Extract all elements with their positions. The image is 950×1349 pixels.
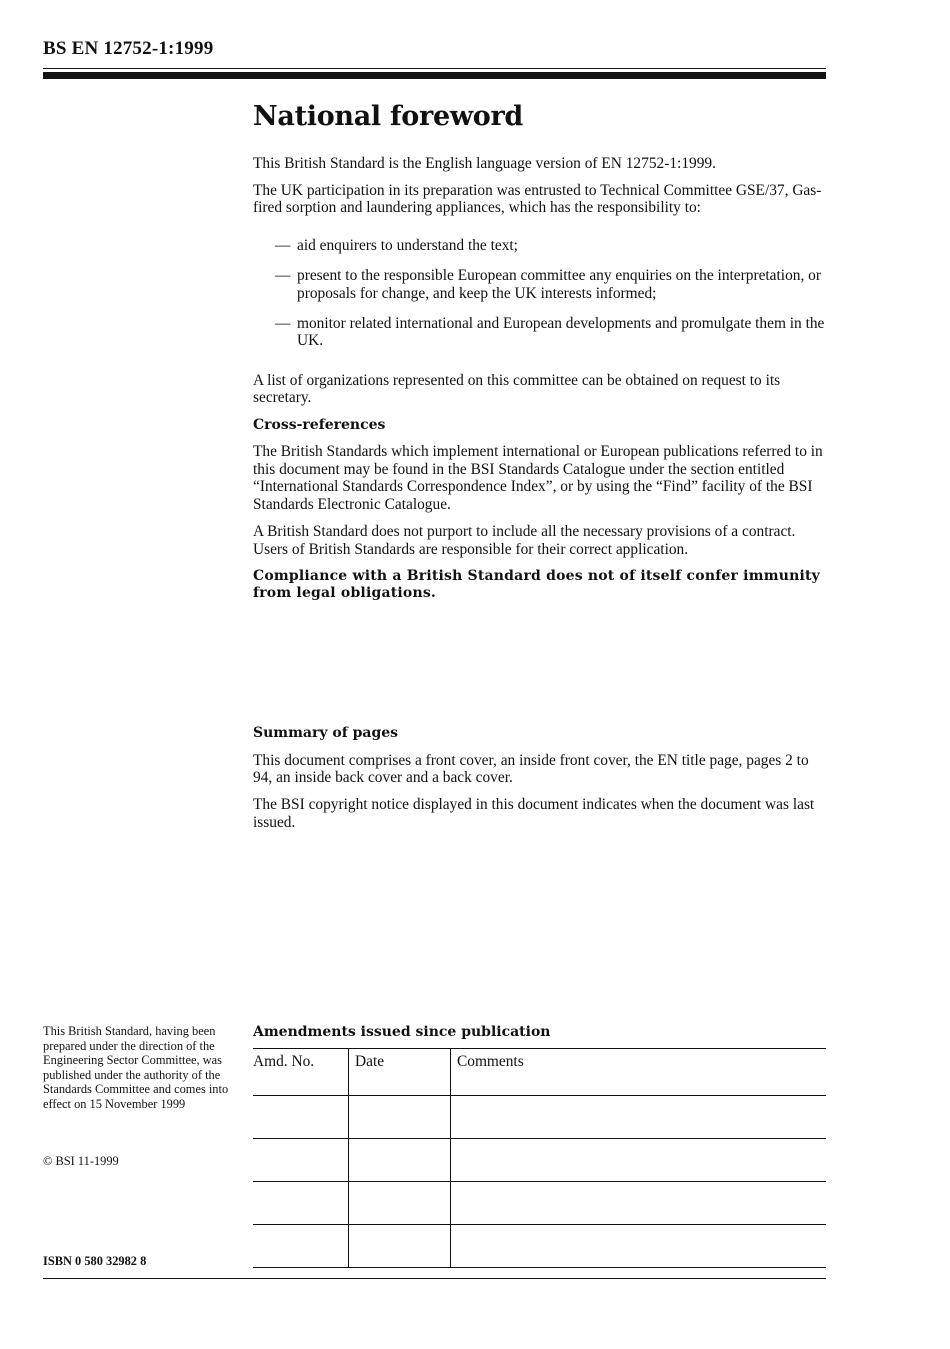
paragraph-english-version: This British Standard is the English language version of EN 12752-1:1999. bbox=[253, 154, 716, 172]
column-header-amd-no: Amd. No. bbox=[253, 1049, 349, 1096]
list-item: — aid enquirers to understand the text; bbox=[253, 237, 828, 255]
footer-rule bbox=[43, 1278, 826, 1279]
table-header-row bbox=[253, 1049, 826, 1096]
column-header-date: Date bbox=[349, 1049, 451, 1096]
paragraph-copyright-notice: The BSI copyright notice displayed in this document indicates when the document was last issued. bbox=[253, 796, 815, 831]
table-cell bbox=[451, 1139, 827, 1182]
compliance-notice: Compliance with a British Standard does not of itself confer immunity from legal obligations. bbox=[253, 567, 820, 602]
paragraph-document-composition: This document comprises a front cover, an inside front cover, the EN title page, pages 2 to 94, an inside back cover and a back cover. bbox=[253, 751, 809, 787]
amendments-table bbox=[253, 1048, 826, 1268]
table-row bbox=[253, 1182, 826, 1225]
paragraph-cross-references: The British Standards which implement international or European publications referred to in this document may be found in the BSI Standards Catalogue under the section entitled “International Standards Correspondence Index”, or by using the “Find” facility of the BSI Standards Electronic Catalogue. bbox=[253, 443, 823, 513]
isbn: ISBN 0 580 32982 8 bbox=[43, 1254, 147, 1268]
national-foreword-section bbox=[253, 101, 828, 612]
column-header-comments: Comments bbox=[451, 1049, 827, 1096]
paragraph-organizations-list: A list of organizations represented on this committee can be obtained on request to its secretary. bbox=[253, 371, 781, 407]
table-row bbox=[253, 1225, 826, 1268]
table-cell bbox=[349, 1182, 451, 1225]
table-cell bbox=[253, 1225, 349, 1268]
responsibility-list bbox=[253, 237, 828, 350]
table-cell bbox=[451, 1096, 827, 1139]
page-title: National foreword bbox=[253, 101, 523, 132]
table-cell bbox=[349, 1225, 451, 1268]
table-cell bbox=[451, 1182, 827, 1225]
header-rule-thin bbox=[43, 68, 826, 69]
table-row bbox=[253, 1139, 826, 1182]
summary-of-pages-section bbox=[253, 725, 828, 841]
header-rule-thick bbox=[43, 72, 826, 79]
paragraph-uk-participation: The UK participation in its preparation was entrusted to Technical Committee GSE/37, Gas-fired sorption and laundering appliances, which has the responsibility to: bbox=[253, 181, 822, 217]
publication-note: This British Standard, having been prepared under the direction of the Engineering Sector Committee, was published under the authority of the Standards Committee and comes into effect on 15 November 1999 bbox=[43, 1024, 229, 1111]
summary-heading: Summary of pages bbox=[253, 725, 399, 741]
table-cell bbox=[349, 1139, 451, 1182]
table-cell bbox=[349, 1096, 451, 1139]
cross-references-heading: Cross-references bbox=[253, 416, 386, 433]
list-item: — monitor related international and European developments and promulgate them in the UK. bbox=[253, 315, 828, 350]
table-row bbox=[253, 1096, 826, 1139]
table-cell bbox=[253, 1139, 349, 1182]
table-cell bbox=[253, 1182, 349, 1225]
paragraph-contract-provisions: A British Standard does not purport to include all the necessary provisions of a contract. Users of British Standards are responsible for their correct application. bbox=[253, 523, 796, 558]
list-item: — present to the responsible European committee any enquiries on the interpretation, or proposals for change, and keep the UK interests informed; bbox=[253, 267, 828, 302]
copyright-line: © BSI 11-1999 bbox=[43, 1154, 119, 1168]
table-cell bbox=[451, 1225, 827, 1268]
amendments-title: Amendments issued since publication bbox=[253, 1024, 551, 1040]
document-reference: BS EN 12752-1:1999 bbox=[43, 38, 214, 59]
table-cell bbox=[253, 1096, 349, 1139]
